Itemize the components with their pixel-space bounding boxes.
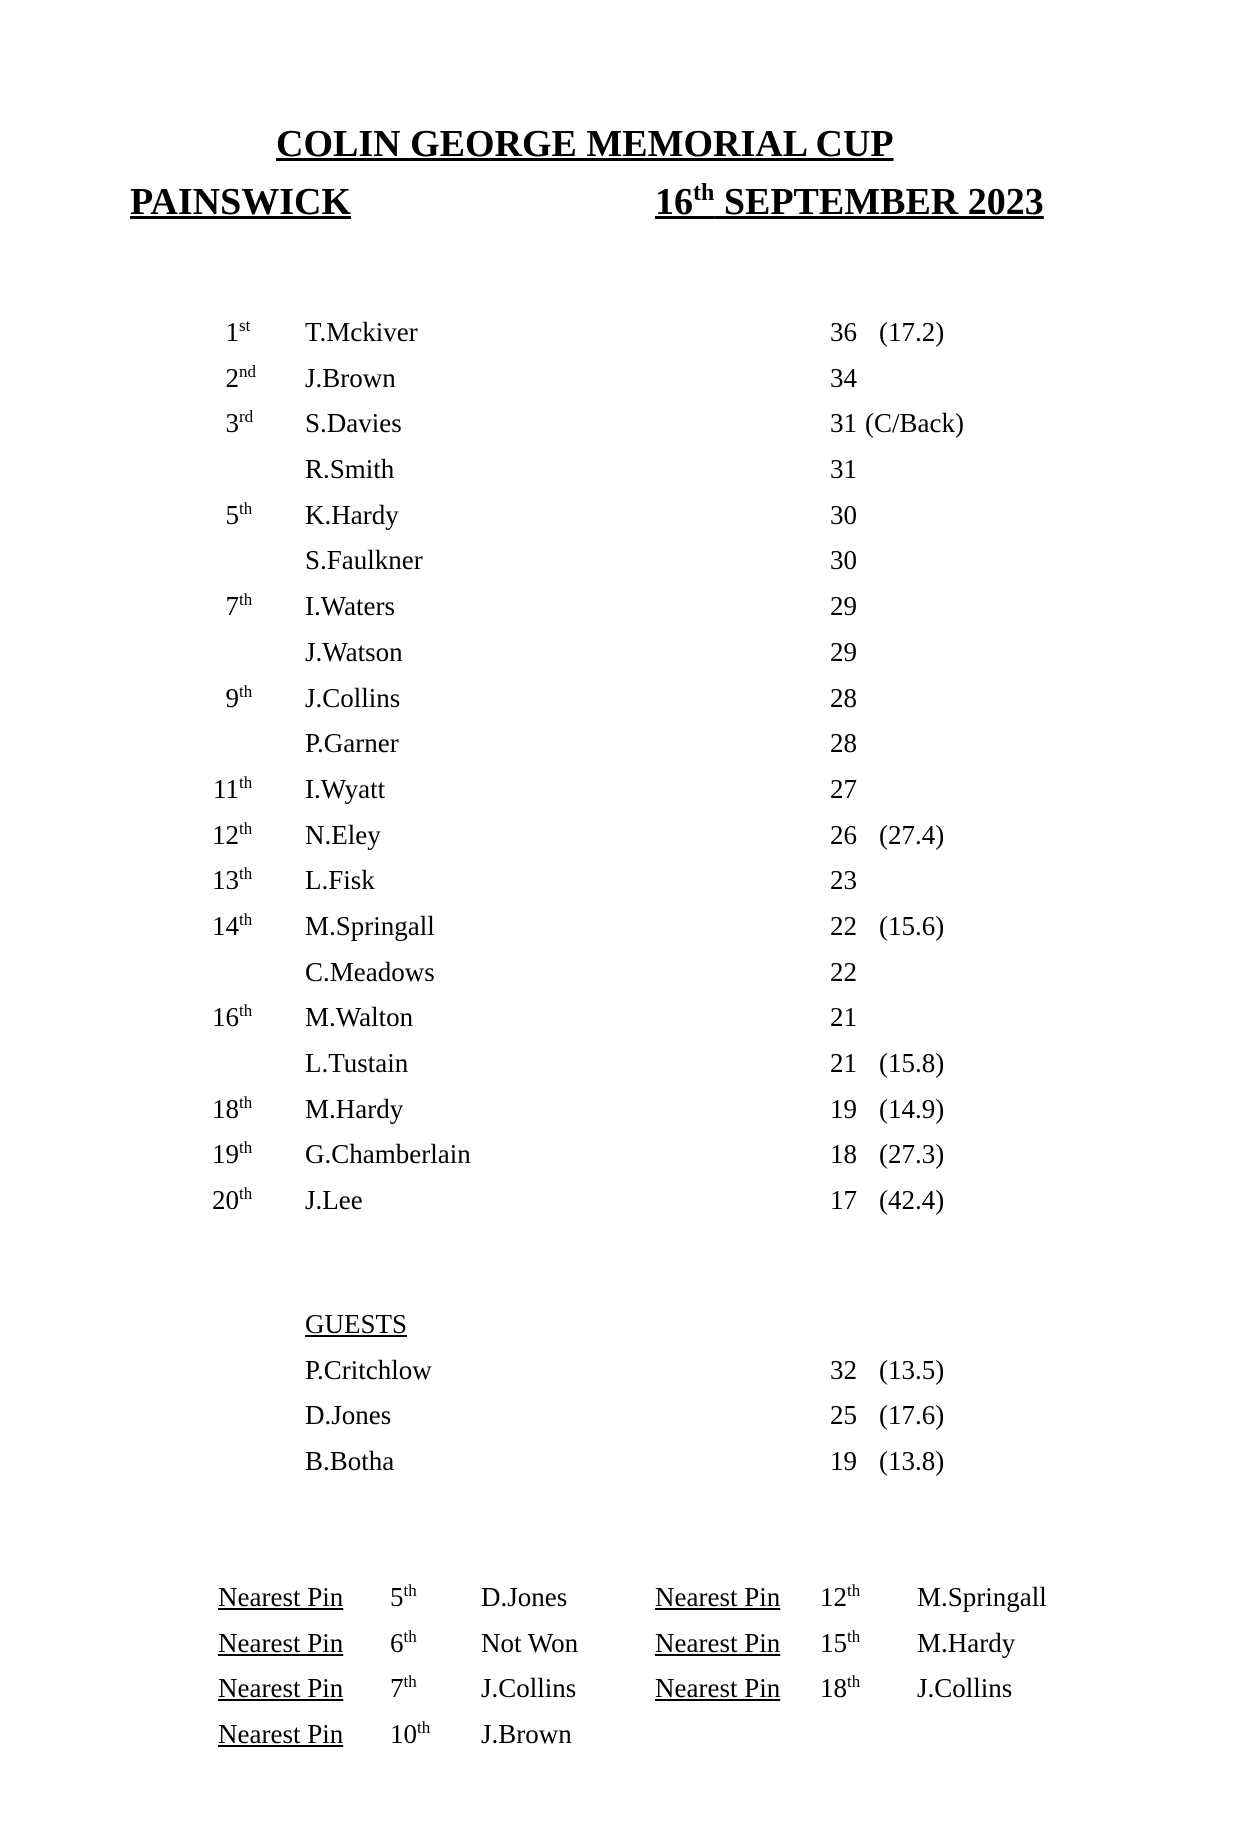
player-score: 19 (830, 1093, 857, 1124)
player-score: 22 (830, 910, 857, 941)
player-name: N.Eley (305, 819, 381, 850)
player-name: I.Waters (305, 591, 396, 622)
hole-suffix: th (847, 1626, 861, 1646)
guest-score: 19 (830, 1446, 857, 1477)
nearest-pin-label: Nearest Pin (218, 1673, 344, 1703)
player-score: 27 (830, 773, 857, 804)
player-name: L.Tustain (305, 1048, 409, 1078)
position: 11th (213, 772, 253, 804)
nearest-pin-label: Nearest Pin (218, 1627, 344, 1658)
position: 19th (212, 1138, 253, 1170)
result-row (0, 767, 1244, 813)
hole-number (820, 1621, 860, 1667)
player-name: J.Collins (305, 682, 401, 713)
player-name: M.Hardy (305, 1093, 404, 1124)
nearest-pin-section (0, 1575, 1244, 1757)
hole-number-value: 7 (390, 1673, 404, 1703)
position-number: 11 (213, 773, 239, 804)
result-row (0, 904, 1244, 950)
pin-winner: J.Collins (481, 1673, 577, 1703)
results-list (0, 310, 1244, 1224)
venue-heading: PAINSWICK (130, 181, 351, 223)
guest-row (0, 1439, 1244, 1485)
position-number: 3 (225, 408, 239, 439)
player-note: (27.4) (879, 819, 945, 850)
player-score: 17 (830, 1185, 857, 1216)
player-name: I.Wyatt (305, 773, 386, 804)
hole-suffix: th (403, 1626, 417, 1646)
nearest-pin-entry (0, 1666, 1244, 1712)
position-number: 12 (212, 819, 239, 850)
player-score: 28 (830, 682, 857, 713)
hole-suffix: th (847, 1581, 861, 1600)
date-heading (655, 180, 1044, 224)
player-name: G.Chamberlain (305, 1139, 471, 1170)
position-number: 9 (225, 682, 239, 713)
position: 9th (225, 681, 253, 713)
player-score: 28 (830, 728, 857, 759)
position: 18th (212, 1092, 253, 1124)
player-name: S.Davies (305, 408, 402, 439)
position: 3rd (225, 407, 254, 439)
nearest-pin-entry (0, 1575, 1244, 1621)
hole-suffix: th (417, 1717, 431, 1737)
result-row (0, 1178, 1244, 1224)
result-row (0, 310, 1244, 356)
player-name: J.Watson (305, 636, 403, 667)
hole-suffix: th (403, 1581, 417, 1600)
result-row (0, 1132, 1244, 1178)
player-score: 29 (830, 591, 857, 622)
result-row (0, 858, 1244, 904)
position-number: 1 (225, 317, 239, 347)
position-number: 16 (212, 1002, 239, 1033)
hole-number (820, 1666, 860, 1712)
player-name: L.Fisk (305, 865, 375, 896)
guests-heading: GUESTS (305, 1309, 408, 1339)
hole-number-value: 12 (820, 1582, 847, 1612)
guest-name: P.Critchlow (305, 1354, 432, 1385)
hole-number-value: 18 (820, 1673, 847, 1703)
player-note: (27.3) (879, 1139, 945, 1170)
player-score: 36 (830, 317, 857, 347)
position: 5th (225, 498, 253, 530)
result-row (0, 995, 1244, 1041)
player-score: 29 (830, 636, 857, 667)
player-name: M.Springall (305, 910, 435, 941)
guest-note: (17.6) (879, 1400, 945, 1431)
position: 2nd (225, 361, 256, 393)
pin-winner: D.Jones (481, 1582, 568, 1612)
result-row (0, 813, 1244, 859)
nearest-pin-row (0, 1712, 1244, 1758)
position: 14th (212, 909, 253, 941)
hole-number-value: 6 (390, 1627, 404, 1658)
guest-score: 32 (830, 1354, 857, 1385)
position: 20th (212, 1184, 253, 1216)
page-title: COLIN GEORGE MEMORIAL CUP (276, 123, 894, 165)
player-score: 26 (830, 819, 857, 850)
guest-name: B.Botha (305, 1446, 395, 1477)
player-score: 23 (830, 865, 857, 896)
result-row (0, 630, 1244, 676)
player-score: 34 (830, 362, 857, 393)
player-name: T.Mckiver (305, 317, 418, 347)
hole-number-value: 10 (390, 1718, 417, 1749)
result-row (0, 401, 1244, 447)
position-number: 2 (225, 362, 239, 393)
player-note: (15.8) (879, 1048, 945, 1078)
hole-suffix: th (847, 1672, 861, 1691)
nearest-pin-row (0, 1666, 1244, 1712)
player-note: (14.9) (879, 1093, 945, 1124)
player-note: (15.6) (879, 910, 945, 941)
result-row (0, 721, 1244, 767)
hole-number (820, 1575, 860, 1621)
pin-winner: J.Collins (917, 1673, 1013, 1703)
player-score: 18 (830, 1139, 857, 1170)
pin-winner: M.Springall (917, 1582, 1047, 1612)
player-name: P.Garner (305, 728, 399, 759)
pin-winner: Not Won (481, 1627, 579, 1658)
nearest-pin-entry (0, 1712, 1244, 1758)
guests-list (0, 1348, 1244, 1485)
result-row (0, 538, 1244, 584)
guest-name: D.Jones (305, 1400, 392, 1431)
pin-winner: M.Hardy (917, 1627, 1016, 1658)
nearest-pin-label: Nearest Pin (655, 1582, 781, 1612)
date-suffix: th (693, 180, 715, 206)
pin-winner: J.Brown (481, 1718, 572, 1749)
position-number: 13 (212, 865, 239, 896)
player-note: (17.2) (879, 317, 945, 347)
hole-number (390, 1712, 430, 1758)
nearest-pin-label: Nearest Pin (655, 1673, 781, 1703)
nearest-pin-row (0, 1575, 1244, 1621)
position: 13th (212, 864, 253, 896)
nearest-pin-entry (0, 1621, 1244, 1667)
player-name: M.Walton (305, 1002, 414, 1033)
result-row (0, 493, 1244, 539)
position: 7th (225, 590, 253, 622)
position-number: 18 (212, 1093, 239, 1124)
hole-number-value: 5 (390, 1582, 404, 1612)
position: 16th (212, 1001, 253, 1033)
player-score: 30 (830, 545, 857, 576)
player-score: 31 (830, 454, 857, 485)
nearest-pin-label: Nearest Pin (218, 1718, 344, 1749)
guest-note: (13.8) (879, 1446, 945, 1477)
position-number: 5 (225, 499, 239, 530)
result-row (0, 1041, 1244, 1087)
result-row (0, 950, 1244, 996)
position-number: 19 (212, 1139, 239, 1170)
nearest-pin-label: Nearest Pin (218, 1582, 344, 1612)
player-note: (42.4) (879, 1185, 945, 1216)
player-name: J.Brown (305, 362, 396, 393)
position: 1st (225, 316, 251, 347)
nearest-pin-label: Nearest Pin (655, 1627, 781, 1658)
player-score: 31 (830, 408, 857, 439)
position-number: 20 (212, 1185, 239, 1216)
result-row (0, 356, 1244, 402)
player-score: 21 (830, 1002, 857, 1033)
nearest-pin-row (0, 1621, 1244, 1667)
date-rest: SEPTEMBER 2023 (714, 181, 1044, 223)
player-score: 21 (830, 1048, 857, 1078)
player-score: 22 (830, 956, 857, 987)
hole-suffix: th (403, 1672, 417, 1691)
player-name: J.Lee (305, 1185, 363, 1216)
player-name: S.Faulkner (305, 545, 423, 576)
date-day: 16 (655, 181, 693, 223)
player-name: C.Meadows (305, 956, 435, 987)
guest-score: 25 (830, 1400, 857, 1431)
position: 12th (212, 818, 253, 850)
hole-number-value: 15 (820, 1627, 847, 1658)
result-row (0, 584, 1244, 630)
player-score: 30 (830, 499, 857, 530)
result-row (0, 447, 1244, 493)
guest-row (0, 1348, 1244, 1394)
player-name: K.Hardy (305, 499, 399, 530)
player-note: (C/Back) (865, 408, 964, 439)
result-row (0, 1087, 1244, 1133)
guest-note: (13.5) (879, 1354, 945, 1385)
guest-row (0, 1393, 1244, 1439)
player-name: R.Smith (305, 454, 395, 485)
position-number: 14 (212, 910, 239, 941)
result-row (0, 676, 1244, 722)
position-number: 7 (225, 591, 239, 622)
